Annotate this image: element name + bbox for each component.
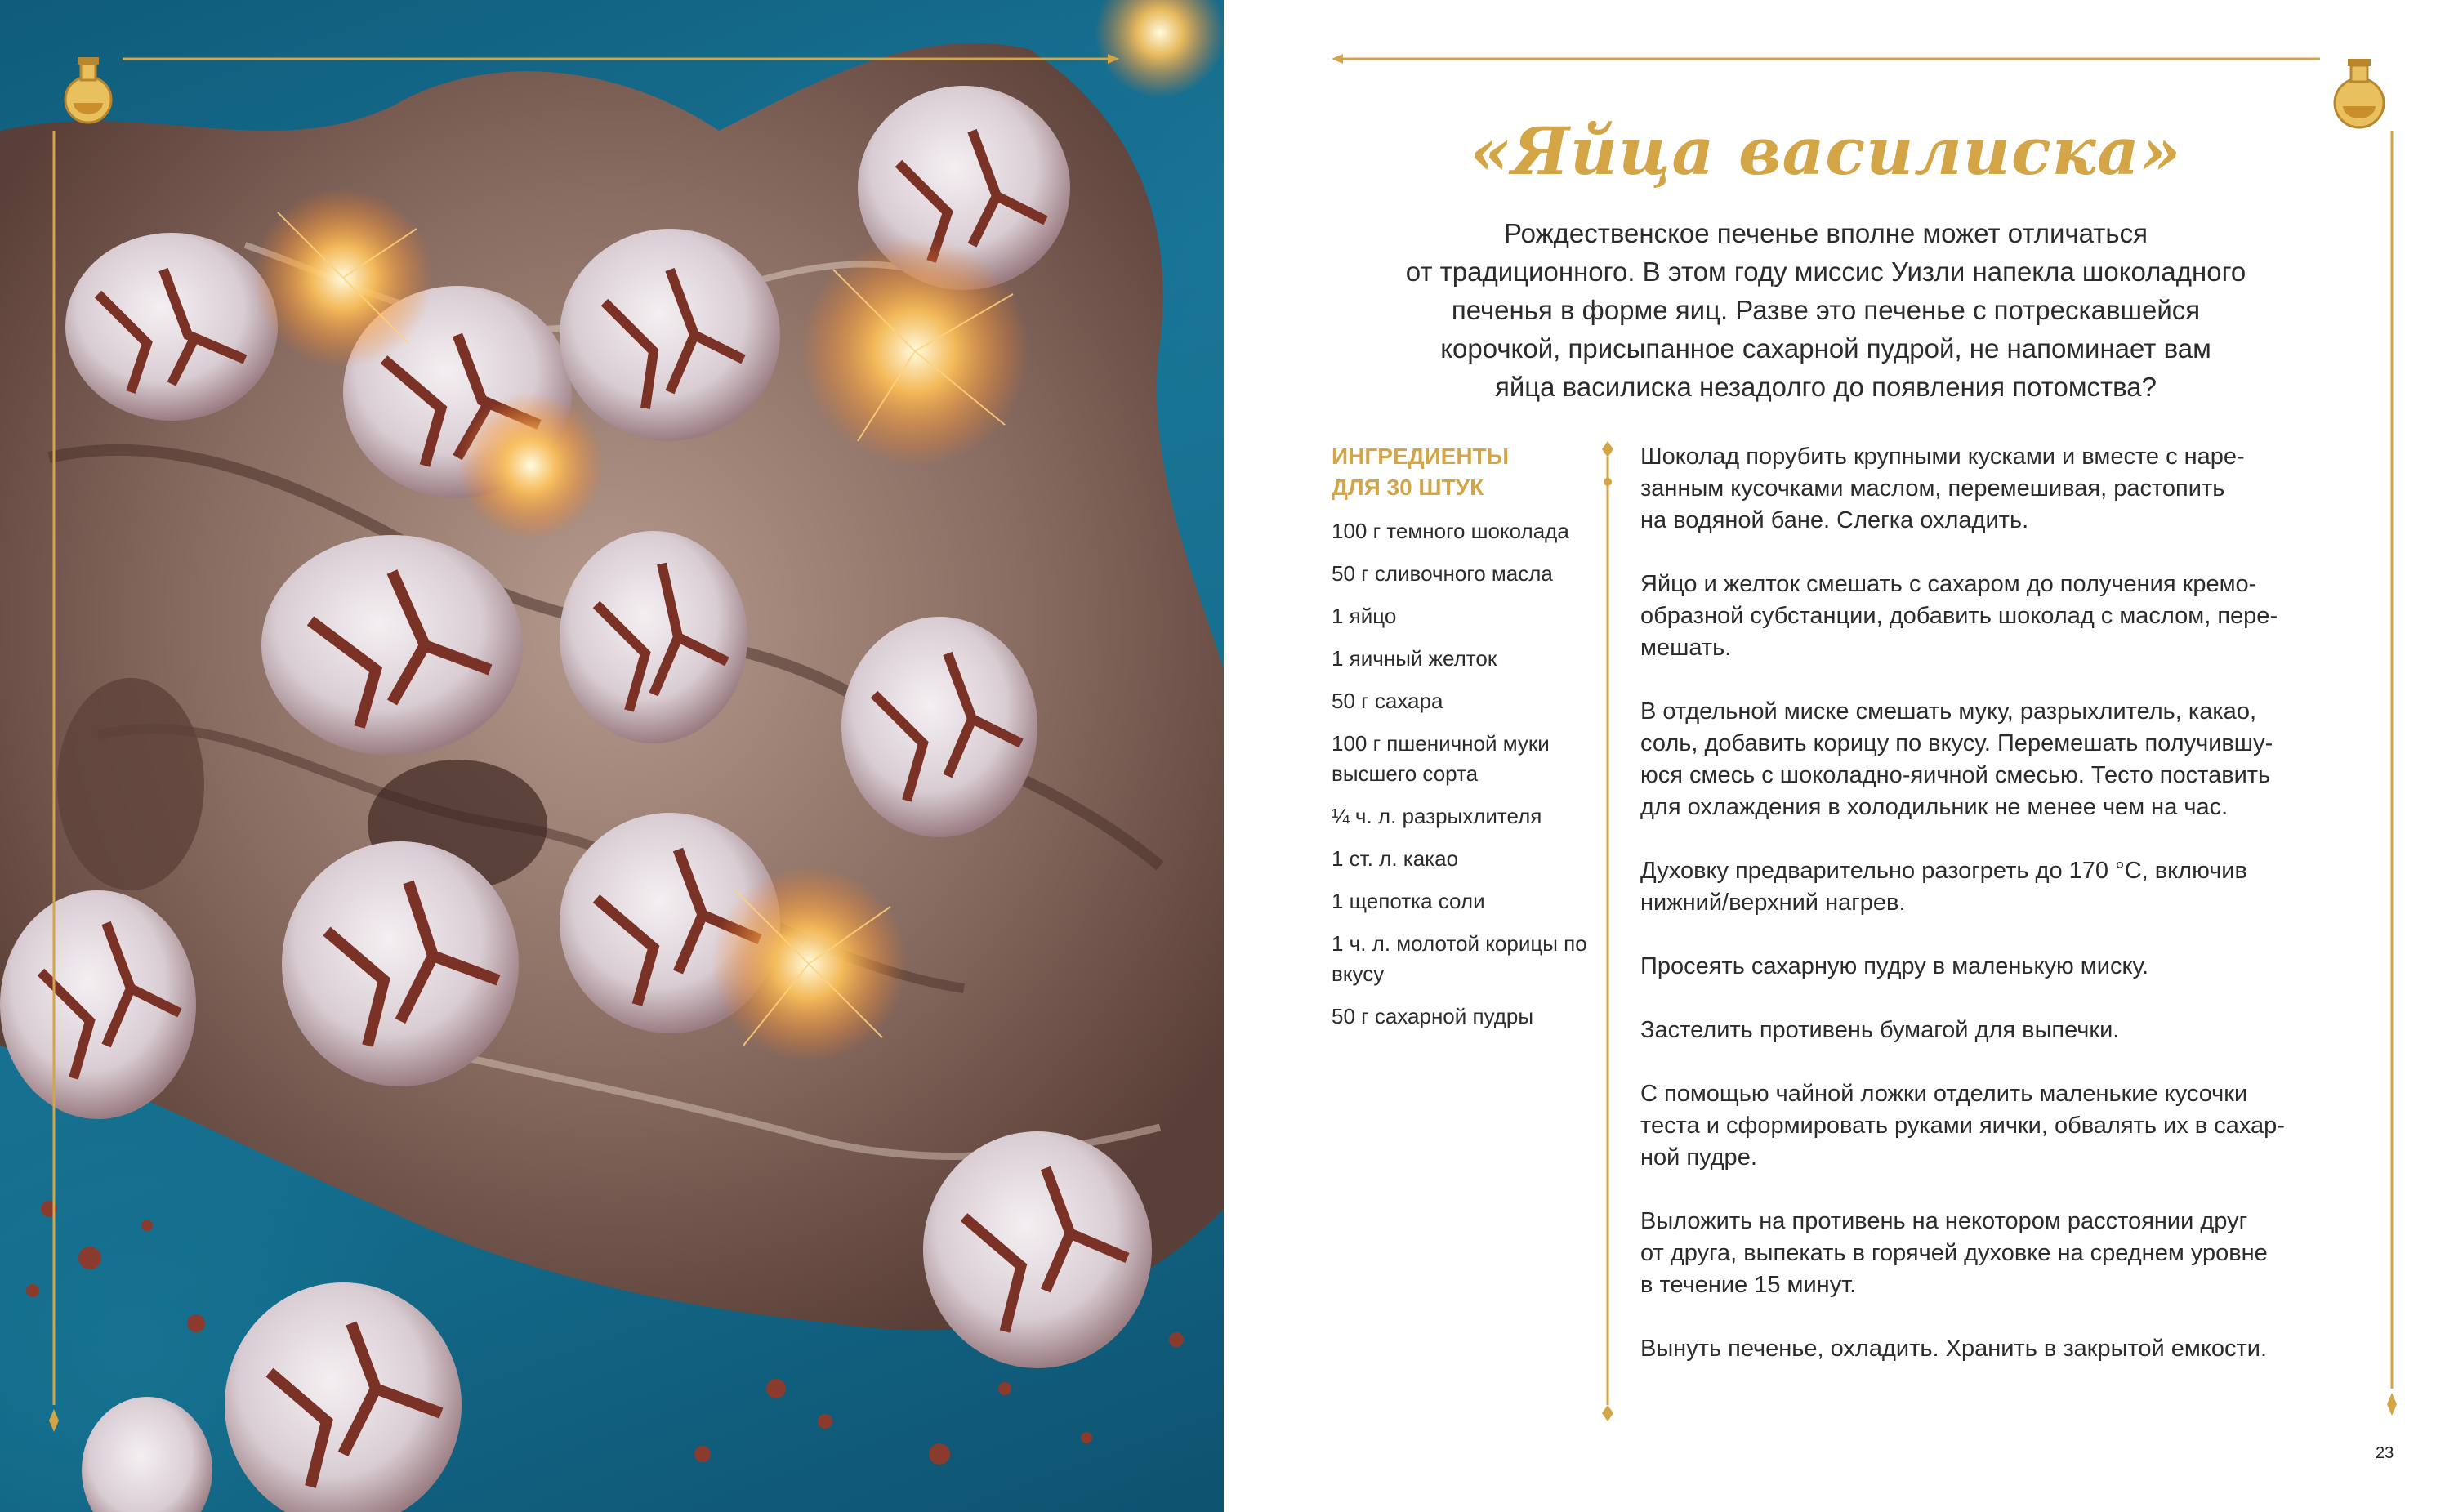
ingredients-heading <box>1332 441 1609 503</box>
ingredients-list <box>1332 516 1593 1044</box>
ingredients-heading-line: ДЛЯ 30 ШТУК <box>1332 475 1484 500</box>
cookie <box>82 1397 212 1512</box>
step-paragraph <box>1640 1333 2310 1365</box>
cookie <box>261 535 523 756</box>
step-line: на водяной бане. Слегка охладить. <box>1640 507 2029 533</box>
step-line: мешать. <box>1640 635 1732 661</box>
ingredients-heading-line: ИНГРЕДИЕНТЫ <box>1332 444 1510 469</box>
step-line: Духовку предварительно разогреть до 170 °C, включив <box>1640 858 2247 884</box>
intro-line: печенья в форме яиц. Разве это печенье с потрескавшейся <box>1451 295 2201 325</box>
step-paragraph <box>1640 569 2310 664</box>
intro-line: Рождественское печенье вполне может отличаться <box>1504 218 2148 248</box>
step-line: для охлаждения в холодильник не менее чем на час. <box>1640 794 2229 820</box>
step-paragraph <box>1640 441 2310 537</box>
ingredient-item: 1 ст. л. какао <box>1332 846 1459 871</box>
step-line: Застелить противень бумагой для выпечки. <box>1640 1017 2120 1043</box>
step-line: Шоколад порубить крупными кусками и вместе с наре- <box>1640 444 2245 470</box>
recipe-intro <box>1340 214 2312 406</box>
step-line: ной пудре. <box>1640 1144 1757 1171</box>
page-number: 23 <box>2376 1444 2394 1462</box>
ingredient-item: 100 г пшеничной муки высшего сорта <box>1332 731 1550 786</box>
intro-line: от традиционного. В этом году миссис Уизли напекла шоколадного <box>1405 256 2246 287</box>
recipe-steps <box>1640 441 2310 1397</box>
step-line: нижний/верхний нагрев. <box>1640 890 1906 916</box>
step-paragraph <box>1640 696 2310 823</box>
intro-line: корочкой, присыпанное сахарной пудрой, не напоминает вам <box>1440 333 2211 364</box>
ingredient-item: 50 г сливочного масла <box>1332 561 1553 586</box>
ingredient-item: 100 г темного шоколада <box>1332 519 1569 543</box>
step-paragraph <box>1640 1015 2310 1046</box>
cookie <box>282 841 519 1086</box>
step-paragraph <box>1640 951 2310 983</box>
step-paragraph <box>1640 1206 2310 1301</box>
step-line: Яйцо и желток смешать с сахаром до получения кремо- <box>1640 571 2257 597</box>
cookie <box>923 1131 1152 1368</box>
ingredient-item: ¼ ч. л. разрыхлителя <box>1332 804 1542 828</box>
cookie <box>841 617 1037 837</box>
step-line: В отдельной миске смешать муку, разрыхлитель, какао, <box>1640 698 2256 725</box>
step-line: занным кусочками маслом, перемешивая, растопить <box>1640 475 2225 502</box>
step-line: юся смесь с шоколадно-яичной смесью. Тесто поставить <box>1640 762 2271 788</box>
ingredient-item: 50 г сахарной пудры <box>1332 1004 1534 1028</box>
cookie <box>225 1282 462 1512</box>
step-line: теста и сформировать руками яички, обвалять их в сахар- <box>1640 1113 2285 1139</box>
intro-line: яйца василиска незадолго до появления потомства? <box>1494 372 2157 402</box>
step-paragraph <box>1640 855 2310 919</box>
cookie <box>560 531 747 743</box>
step-line: в течение 15 минут. <box>1640 1272 1857 1298</box>
step-line: Выложить на противень на некотором расстоянии друг <box>1640 1208 2248 1234</box>
step-paragraph <box>1640 1078 2310 1174</box>
cookie <box>560 229 780 441</box>
ingredient-item: 1 яйцо <box>1332 604 1397 628</box>
step-line: С помощью чайной ложки отделить маленькие кусочки <box>1640 1081 2248 1107</box>
ingredient-item: 1 щепотка соли <box>1332 889 1485 913</box>
cookie <box>65 233 278 421</box>
step-line: Вынуть печенье, охладить. Хранить в закрытой емкости. <box>1640 1336 2267 1362</box>
ingredient-item: 1 ч. л. молотой корицы по вкусу <box>1332 931 1587 986</box>
cookie <box>0 890 196 1119</box>
step-line: соль, добавить корицу по вкусу. Перемешать получившу- <box>1640 730 2273 756</box>
recipe-title: «Яйца василиска» <box>1470 113 2182 190</box>
step-line: образной субстанции, добавить шоколад с маслом, пере- <box>1640 603 2278 629</box>
step-line: от друга, выпекать в горячей духовке на среднем уровне <box>1640 1240 2268 1266</box>
ingredient-item: 1 яичный желток <box>1332 646 1497 671</box>
ingredient-item: 50 г сахара <box>1332 689 1443 713</box>
step-line: Просеять сахарную пудру в маленькую миску. <box>1640 953 2149 979</box>
